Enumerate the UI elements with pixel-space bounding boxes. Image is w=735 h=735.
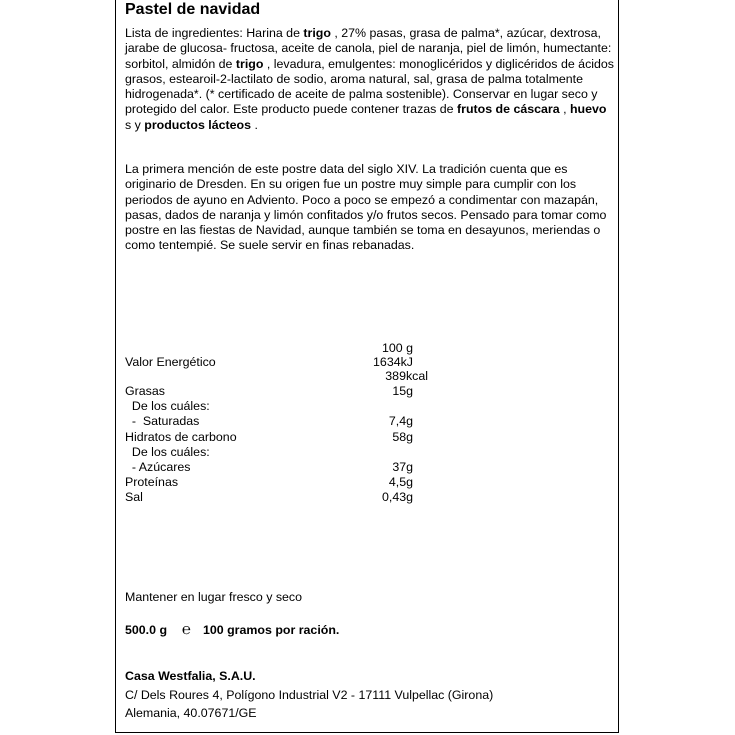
allergen-text: productos lácteos <box>144 117 251 132</box>
estimated-sign-icon: ℮ <box>182 621 192 638</box>
net-weight: 500.0 g <box>125 623 168 637</box>
nutrition-label: Hidratos de carbono <box>125 430 237 444</box>
nutrition-label: Grasas <box>125 384 165 398</box>
company-address: C/ Dels Roures 4, Polígono Industrial V2 - 17111 Vulpellac (Girona) <box>125 688 494 702</box>
nutrition-value: 58g <box>392 430 413 444</box>
nutrition-label: Proteínas <box>125 475 179 489</box>
ingredient-text: s y <box>125 117 145 132</box>
allergen-text: trigo <box>303 26 331 40</box>
nutrition-value: 1634kJ <box>373 355 413 369</box>
ingredient-text: , levadura, emulgentes: monoglicéridos y diglicéridos de ácidos grasos, estearoil-2-lactilato de sodio, aroma natural, sal, grasa de palma totalmente hidrogenada*. (* certificado de aceite de palma sostenible). Conservar en lugar seco y protegido del calor. Este producto puede contener trazas de <box>125 56 614 117</box>
history-text: La primera mención de este postre data del siglo XIV. La tradición cuenta que es originario de Dresden. En su origen fue un postre muy simple para cumplir con los periodos de ayuno en Adviento. Poco a poco se empezó a condimentar con mazapán, pasas, dados de naranja y limón confitados y/o frutos secos. Pensado para tomar como postre en las fiestas de Navidad, aunque también se toma en desayunos, meriendas o como tentempié. Se suele servir en finas rebanadas. <box>125 162 607 253</box>
nutrition-label: De los cuáles: <box>125 399 210 413</box>
nutrition-header: 100 g <box>381 341 413 355</box>
allergen-text: frutos de cáscara <box>457 102 560 117</box>
ingredient-text: . <box>251 117 258 132</box>
company-name: Casa Westfalia, S.A.U. <box>125 669 256 683</box>
nutrition-label: - Azúcares <box>125 460 191 474</box>
nutrition-value: 4,5g <box>388 475 413 489</box>
allergen-text: trigo <box>235 56 264 71</box>
allergen-text: huevo <box>569 102 607 117</box>
nutrition-label: - Saturadas <box>125 414 200 428</box>
nutrition-value: 0,43g <box>381 490 413 504</box>
product-title: Pastel de navidad <box>125 1 261 18</box>
ingredient-text: , <box>559 102 570 117</box>
ingredient-text: Lista de ingredientes: Harina de <box>125 26 304 40</box>
nutrition-label: Valor Energético <box>125 355 216 369</box>
nutrition-value: 7,4g <box>388 414 413 428</box>
nutrition-label: De los cuáles: <box>125 445 210 459</box>
portion-size: 100 gramos por ración. <box>203 623 340 637</box>
company-country-code: Alemania, 40.07671/GE <box>125 706 257 720</box>
storage-note: Mantener en lugar fresco y seco <box>125 590 303 604</box>
nutrition-value: 15g <box>392 384 413 398</box>
ingredients-list <box>125 26 615 133</box>
ingredient-text: , 27% pasas, grasa de palma*, azúcar, dextrosa, jarabe de glucosa- fructosa, aceite de canola, piel de naranja, piel de limón, humectante: sorbitol, almidón de <box>125 26 612 71</box>
nutrition-label: Sal <box>125 490 143 504</box>
nutrition-value: 37g <box>392 460 413 474</box>
nutrition-value: 389kcal <box>385 369 428 383</box>
